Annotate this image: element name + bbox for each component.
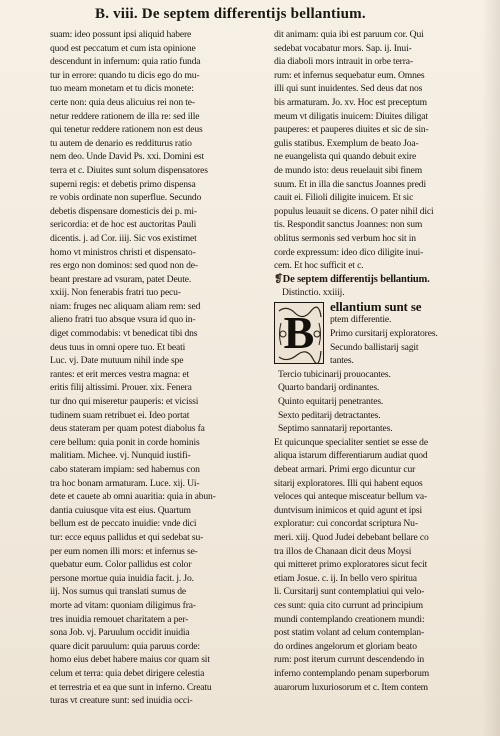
text-line: tres inuidia remouet charitatem a per- [50, 613, 189, 625]
text-line: per eum nomen illi mors: et infernus se- [50, 545, 198, 557]
text-line: exploratur: cui concordat scriptura Nu- [274, 518, 418, 530]
text-line: dia diaboli mors intrauit in orbe terra- [274, 56, 413, 68]
text-line: turas vt creature sunt: sed inuidia occi- [50, 695, 193, 707]
text-line: tis. Respondit sanctus Joannes: non sum [274, 219, 423, 231]
text-line: celum et terra: quia debet dirigere celestia [50, 667, 205, 679]
text-line: homo eius debet habere maius cor quam sit [50, 654, 210, 666]
text-line: debetis dispensare domesticis dei p. mi- [50, 205, 197, 217]
text-line: quare dicit paruulum: quia paruus corde: [50, 640, 200, 652]
text-line: beant prestare ad vsuram, patet Deute. [50, 273, 192, 285]
text-line: bis armaturam. Jo. xv. Hoc est preceptum [274, 96, 427, 108]
text-line: li. Cursitarij sunt contemplatiui qui velo- [274, 586, 425, 598]
initial-adjacent-lines [330, 300, 484, 368]
text-line: do ordines angelorum et gloriam beato [274, 640, 417, 652]
text-line: tuo meam monetam et tu dicis monete: [50, 83, 194, 95]
text-line: re vobis ordinate non superflue. Secundo [50, 192, 202, 204]
text-line: rum: post iterum currunt descendendo in [274, 654, 425, 666]
text-line: cabo stateram impiam: sed habemus con [50, 464, 200, 475]
text-line: inferno contemplando penam superborum [274, 667, 430, 679]
section-heading [274, 273, 484, 287]
list-item: Tercio tubicinarij prouocantes. [278, 368, 391, 380]
text-line: de mundo isto: deus reuelauit sibi finem [274, 164, 423, 176]
text-line: Luc. vj. Date mutuum nihil inde spe [50, 355, 184, 367]
list-item: Quarto bandarij ordinantes. [278, 382, 380, 394]
text-line: terra et c. Diuites sunt solum dispensatores [50, 164, 208, 176]
initial-line: tantes. [330, 355, 354, 367]
text-line: sedebat vocabatur mors. Sap. ij. Inui- [274, 42, 412, 54]
initial-line: ptem differentie. [330, 314, 392, 326]
text-line: etiam Josue. c. ij. In bello vero spiritua [274, 572, 417, 584]
text-line: alieno fratri tuo absque vsura id quo in- [50, 314, 196, 326]
text-line: quebatur eum. Color pallidus est color [50, 559, 192, 571]
text-line: tu autem de denario es redditurus ratio [50, 137, 192, 149]
text-line: malitiam. Michee. vj. Nunquid iustifi- [50, 450, 191, 462]
text-line: iij. Nos sumus qui translati sumus de [50, 586, 186, 598]
text-line: corde expressum: ideo dico diligite inui- [274, 246, 424, 258]
initial-line: Secundo ballistarij sagit [330, 341, 419, 353]
text-line: sericordia: et de hoc est auctoritas Pauli [50, 219, 197, 231]
text-line: xxiij. Non fenerabis fratri tuo pecu- [50, 287, 181, 299]
text-line: superni regis: et debetis primo dispensa [50, 178, 196, 190]
text-line: tra hoc bonam armaturam. Luce. xij. Ui- [50, 477, 200, 489]
text-line: tudinem suam retribuet ei. Ideo portat [50, 409, 190, 421]
initial-line: ellantium sunt se [330, 299, 422, 314]
text-line: netur reddere rationem de illa re: sed ille [50, 110, 200, 122]
decorated-initial [274, 302, 324, 364]
text-line: meri. xiij. Quod Judei debebant bellare co [274, 532, 429, 543]
text-line: rum: et infernus sequebatur eum. Omnes [274, 69, 425, 81]
text-line: dete et cauete ab omni auaritia: quia in abun- [50, 491, 216, 503]
text-line: res ergo non dominos: sed quod non de- [50, 260, 198, 272]
text-line: meum vt diligatis inuicem: Diuites diligat [274, 110, 428, 122]
text-line: nem deo. Unde David Ps. xxi. Domini est [50, 151, 205, 163]
initial-letter: B [283, 306, 315, 358]
text-line: debeat armari. Primi ergo dicuntur cur [274, 464, 416, 476]
text-line: deus tuus in omni opere tuo. Et beati [50, 341, 186, 353]
text-line: cauit ei. Filioli diligite inuicem. Et sic [274, 192, 414, 204]
initial-paragraph [274, 300, 484, 368]
text-line: quod est peccatum et cum ista opinione [50, 42, 196, 54]
text-line: suum. Et in illa die sanctus Joannes predi [274, 178, 426, 190]
text-line: tur dno qui miseretur pauperis: et vicissi [50, 396, 199, 408]
list-item: Septimo sannatarij reportantes. [278, 423, 393, 435]
text-line: dicentis. j. ad Cor. iiij. Sic vos existimet [50, 232, 197, 244]
text-line: tur in errore: quando tu dicis ego do mu- [50, 69, 200, 81]
text-line: bellum est de peccato inuidie: vnde dici [50, 518, 197, 530]
text-line: certe non: quia deus alicuius rei non te- [50, 96, 195, 108]
text-line: dit animam: quia ibi est paruum cor. Qui [274, 29, 424, 40]
left-column [50, 28, 268, 708]
list-item: Quinto equitarij penetrantes. [278, 396, 384, 408]
text-line: post statim volant ad celum contemplan- [274, 627, 425, 639]
section-heading-text: De septem differentijs bellantium. [282, 273, 430, 285]
text-line: gulis statibus. Exemplum de beato Joa- [274, 137, 419, 149]
text-line: et terrestria et ea que sunt in inferno. Creatu [50, 681, 212, 693]
text-line: mundi contemplando creationem mundi: [274, 613, 425, 625]
text-line: auarorum luxuriosorum et c. Item contem [274, 681, 428, 693]
differences-list [274, 368, 484, 436]
text-line: dantia cuiusque vita est eius. Quartum [50, 504, 191, 516]
text-line: cere bellum: quia ponit in corde hominis [50, 436, 200, 448]
text-line: duntvisum inimicos et quid agunt et ipsi [274, 504, 423, 516]
text-line: sona Job. vj. Paruulum occidit inuidia [50, 627, 190, 639]
text-line: Et quicunque specialiter sentiet se esse de [274, 436, 428, 448]
text-line: veloces qui anteque misceatur bellum va- [274, 491, 428, 503]
text-line: cem. Et hoc sufficit et c. [274, 260, 364, 272]
text-line: illi qui sunt inuidentes. Sed deus dat nos [274, 83, 423, 95]
text-line: persone mortue quia inuidia facit. j. Jo. [50, 572, 194, 584]
initial-line: Primo cursitarij exploratores. [330, 328, 438, 340]
text-line: qui mitteret primo exploratores sicut fecit [274, 559, 428, 571]
text-line: homo vt ministros christi et dispensato- [50, 246, 196, 258]
text-line: deus stateram per quam potest diabolus fa [50, 423, 205, 435]
right-column-bottom-text [274, 436, 484, 694]
text-line: niam: fruges nec aliquam aliam rem: sed [50, 300, 201, 312]
text-line: diget commodabis: vt benedicat tibi dns [50, 328, 198, 340]
text-line: eritis filij altissimi. Prouer. xix. Fenera [50, 382, 192, 394]
text-line: oblitus sermonis sed verbum hoc sit in [274, 232, 416, 244]
text-line: sitarij exploratores. Illi qui habent equos [274, 477, 423, 489]
right-column [274, 28, 484, 694]
section-subheading: Distinctio. xxiiij. [282, 287, 345, 299]
pilcrow-icon: ❡ [274, 273, 283, 285]
text-line: tra illos de Chanaan dicit deus Moysi [274, 545, 412, 557]
text-line: qui tenetur reddere rationem non est deus [50, 124, 203, 136]
text-line: populus leuauit se dicens. O pater nihil dici [274, 205, 434, 217]
page-edge-shadow [482, 0, 500, 736]
text-line: descendunt in infernum: quia ratio funda [50, 56, 201, 68]
text-line: ces sunt: quia cito currunt ad principium [274, 599, 423, 611]
text-line: rantes: et erit merces vestra magna: et [50, 368, 190, 380]
text-line: pauperes: et pauperes diuites et sic de sin- [274, 124, 429, 136]
text-line: ne euangelista qui quando debuit exire [274, 151, 417, 163]
text-line: tur: ecce equus pallidus et qui sedebat su- [50, 531, 204, 543]
running-header: B. viii. De septem differentijs bellantium. [95, 6, 366, 22]
text-line: aliqua istarum differentiarum audiat quod [274, 450, 428, 462]
right-column-top-text [274, 28, 484, 273]
text-line: morte ad vitam: quoniam diligimus fra- [50, 599, 196, 611]
list-item: Sexto peditarij detractantes. [278, 409, 381, 421]
text-line: suam: ideo possunt ipsi aliquid habere [50, 29, 192, 40]
